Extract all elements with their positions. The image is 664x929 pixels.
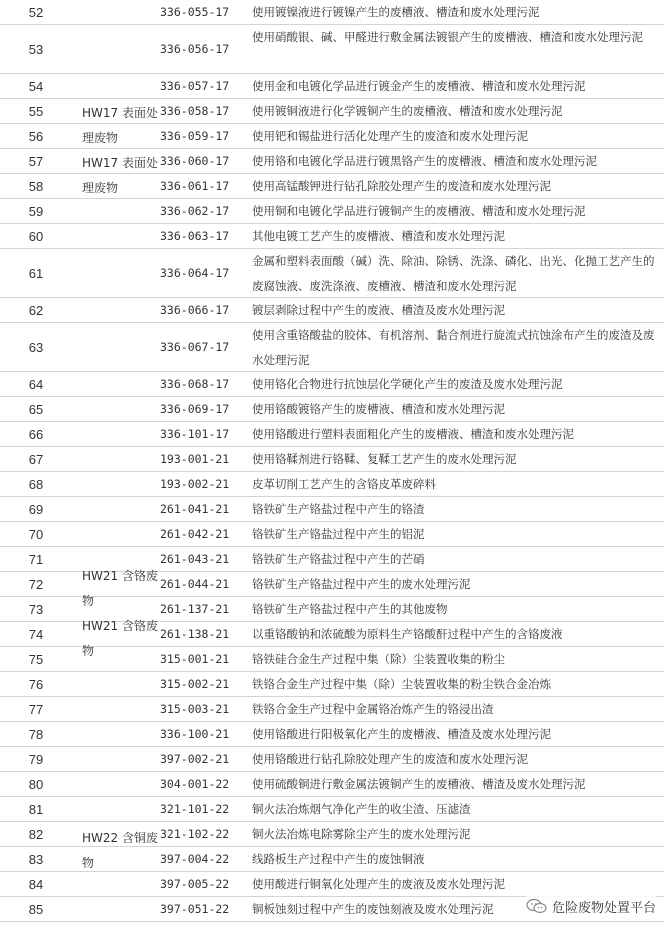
table-row xyxy=(0,397,664,422)
watermark xyxy=(526,895,656,917)
waste-code: 336-063-17 xyxy=(160,229,230,243)
waste-code: 336-064-17 xyxy=(160,266,230,280)
waste-code: 336-101-17 xyxy=(160,427,230,441)
table-row xyxy=(0,472,664,497)
waste-description: 使用金和电镀化学品进行镀金产生的废槽液、槽渣和废水处理污泥 xyxy=(252,79,586,93)
row-number: 52 xyxy=(28,5,44,20)
waste-description: 铬铁矿生产铬盐过程中产生的铝泥 xyxy=(252,527,425,541)
table-row xyxy=(0,323,664,372)
table-row xyxy=(0,497,664,522)
table-row xyxy=(0,522,664,547)
waste-code: 193-001-21 xyxy=(160,452,230,466)
row-number: 64 xyxy=(28,377,44,392)
waste-code: 336-061-17 xyxy=(160,179,230,193)
row-number: 53 xyxy=(28,42,44,57)
waste-code: 193-002-21 xyxy=(160,477,230,491)
table-row xyxy=(0,25,664,74)
waste-code: 397-051-22 xyxy=(160,902,230,916)
table-row xyxy=(0,298,664,323)
row-number: 65 xyxy=(28,402,44,417)
row-number: 69 xyxy=(28,502,44,517)
waste-code: 336-067-17 xyxy=(160,340,230,354)
row-number: 56 xyxy=(28,129,44,144)
row-number: 78 xyxy=(28,727,44,742)
table-row xyxy=(0,722,664,747)
waste-description: 铬铁矿生产铬盐过程中产生的芒硝 xyxy=(252,552,425,566)
row-number: 76 xyxy=(28,677,44,692)
row-number: 62 xyxy=(28,303,44,318)
waste-description: 皮革切削工艺产生的含铬皮革废碎料 xyxy=(252,477,436,491)
row-number: 68 xyxy=(28,477,44,492)
table-row xyxy=(0,447,664,472)
table-row xyxy=(0,74,664,99)
row-number: 59 xyxy=(28,204,44,219)
waste-code: 304-001-22 xyxy=(160,777,230,791)
waste-description: 使用铬鞣剂进行铬鞣、复鞣工艺产生的废水处理污泥 xyxy=(252,452,517,466)
row-number: 79 xyxy=(28,752,44,767)
row-number: 72 xyxy=(28,577,44,592)
waste-description: 铜板蚀刻过程中产生的废蚀刻液及废水处理污泥 xyxy=(252,902,494,916)
wechat-icon xyxy=(526,898,548,914)
waste-description: 铜火法冶炼电除雾除尘产生的废水处理污泥 xyxy=(252,827,471,841)
waste-description: 使用钯和锡盐进行活化处理产生的废渣和废水处理污泥 xyxy=(252,129,528,143)
row-number: 67 xyxy=(28,452,44,467)
waste-code: 321-101-22 xyxy=(160,802,230,816)
waste-description: 其他电镀工艺产生的废槽液、槽渣和废水处理污泥 xyxy=(252,229,505,243)
waste-code: 336-056-17 xyxy=(160,42,230,56)
row-number: 74 xyxy=(28,627,44,642)
waste-code: 336-068-17 xyxy=(160,377,230,391)
category-label: HW21 含铬废物 xyxy=(82,619,158,658)
row-number: 63 xyxy=(28,340,44,355)
waste-description: 使用铬化合物进行抗蚀层化学硬化产生的废渣及废水处理污泥 xyxy=(252,377,563,391)
waste-code: 261-042-21 xyxy=(160,527,230,541)
table-row xyxy=(0,672,664,697)
waste-description: 使用铬酸进行塑料表面粗化产生的废槽液、槽渣和废水处理污泥 xyxy=(252,427,574,441)
row-number: 84 xyxy=(28,877,44,892)
waste-code: 315-003-21 xyxy=(160,702,230,716)
row-number: 83 xyxy=(28,852,44,867)
row-number: 81 xyxy=(28,802,44,817)
table-row xyxy=(0,199,664,224)
table-row xyxy=(0,697,664,722)
waste-description: 铬铁矿生产铬盐过程中产生的铬渣 xyxy=(252,502,425,516)
waste-description: 使用硝酸银、碱、甲醛进行敷金属法镀银产生的废槽液、槽渣和废水处理污泥 xyxy=(252,30,643,44)
table-row xyxy=(0,797,664,822)
waste-code: 261-044-21 xyxy=(160,577,230,591)
waste-description: 使用铬酸镀铬产生的废槽液、槽渣和废水处理污泥 xyxy=(252,402,505,416)
waste-description: 铁铬合金生产过程中集（除）尘装置收集的粉尘铁合金冶炼 xyxy=(252,677,551,691)
table-row xyxy=(0,0,664,25)
waste-code: 397-002-21 xyxy=(160,752,230,766)
watermark-text: 危险废物处置平台 xyxy=(551,900,656,916)
waste-description: 以重铬酸钠和浓硫酸为原料生产铬酸酐过程中产生的含铬废液 xyxy=(252,627,563,641)
waste-description: 使用镀铜液进行化学镀铜产生的废槽液、槽渣和废水处理污泥 xyxy=(252,104,563,118)
waste-code: 321-102-22 xyxy=(160,827,230,841)
waste-code: 261-137-21 xyxy=(160,602,230,616)
waste-description: 使用酸进行铜氧化处理产生的废液及废水处理污泥 xyxy=(252,877,505,891)
table-row xyxy=(0,772,664,797)
waste-description: 镀层剥除过程中产生的废液、槽渣及废水处理污泥 xyxy=(252,303,505,317)
waste-description: 铬铁矿生产铬盐过程中产生的废水处理污泥 xyxy=(252,577,471,591)
waste-description: 使用含重铬酸盐的胶体、有机溶剂、黏合剂进行旋流式抗蚀涂布产生的废渣及废水处理污泥 xyxy=(252,328,655,367)
row-number: 54 xyxy=(28,79,44,94)
row-number: 58 xyxy=(28,179,44,194)
waste-description: 使用铬酸进行钻孔除胶处理产生的废渣和废水处理污泥 xyxy=(252,752,528,766)
waste-description: 使用铜和电镀化学品进行镀铜产生的废槽液、槽渣和废水处理污泥 xyxy=(252,204,586,218)
waste-code: 261-041-21 xyxy=(160,502,230,516)
row-number: 77 xyxy=(28,702,44,717)
waste-description: 使用铬和电镀化学品进行镀黑铬产生的废槽液、槽渣和废水处理污泥 xyxy=(252,154,597,168)
waste-description: 铬铁矿生产铬盐过程中产生的其他废物 xyxy=(252,602,448,616)
table-row xyxy=(0,224,664,249)
category-label: HW22 含铜废物 xyxy=(82,831,158,870)
waste-code: 315-002-21 xyxy=(160,677,230,691)
waste-description: 使用硫酸铜进行敷金属法镀铜产生的废槽液、槽渣及废水处理污泥 xyxy=(252,777,586,791)
row-number: 73 xyxy=(28,602,44,617)
waste-code: 336-069-17 xyxy=(160,402,230,416)
waste-code: 397-004-22 xyxy=(160,852,230,866)
row-number: 71 xyxy=(28,552,44,567)
waste-code: 336-062-17 xyxy=(160,204,230,218)
category-label: HW17 表面处理废物 xyxy=(82,156,158,195)
row-number: 60 xyxy=(28,229,44,244)
waste-description: 铁铬合金生产过程中金属铬冶炼产生的铬浸出渣 xyxy=(252,702,494,716)
row-number: 82 xyxy=(28,827,44,842)
row-number: 66 xyxy=(28,427,44,442)
table-row xyxy=(0,747,664,772)
row-number: 57 xyxy=(28,154,44,169)
category-label: HW21 含铬废物 xyxy=(82,569,158,608)
waste-description: 使用镀镍液进行镀镍产生的废槽液、槽渣和废水处理污泥 xyxy=(252,5,540,19)
waste-code: 336-058-17 xyxy=(160,104,230,118)
waste-description: 铬铁硅合金生产过程中集（除）尘装置收集的粉尘 xyxy=(252,652,505,666)
waste-code: 336-066-17 xyxy=(160,303,230,317)
waste-code: 336-055-17 xyxy=(160,5,230,19)
waste-description: 线路板生产过程中产生的废蚀铜液 xyxy=(252,852,425,866)
waste-code: 336-100-21 xyxy=(160,727,230,741)
table-row xyxy=(0,422,664,447)
waste-description: 铜火法冶炼烟气净化产生的收尘渣、压滤渣 xyxy=(252,802,471,816)
waste-description: 使用高锰酸钾进行钻孔除胶处理产生的废渣和废水处理污泥 xyxy=(252,179,551,193)
waste-code: 261-043-21 xyxy=(160,552,230,566)
row-number: 70 xyxy=(28,527,44,542)
waste-code: 336-060-17 xyxy=(160,154,230,168)
row-number: 85 xyxy=(28,902,44,917)
waste-code: 315-001-21 xyxy=(160,652,230,666)
waste-description: 使用铬酸进行阳极氧化产生的废槽液、槽渣及废水处理污泥 xyxy=(252,727,551,741)
row-number: 61 xyxy=(28,266,44,281)
row-number: 80 xyxy=(28,777,44,792)
waste-code: 261-138-21 xyxy=(160,627,230,641)
table-row xyxy=(0,372,664,397)
waste-code: 336-059-17 xyxy=(160,129,230,143)
waste-code: 397-005-22 xyxy=(160,877,230,891)
waste-code: 336-057-17 xyxy=(160,79,230,93)
waste-description: 金属和塑料表面酸（碱）洗、除油、除锈、洗涤、磷化、出光、化抛工艺产生的废腐蚀液、废洗涤液、废槽液、槽渣和废水处理污泥 xyxy=(252,254,655,293)
category-label: HW17 表面处理废物 xyxy=(82,106,158,145)
table-row xyxy=(0,249,664,298)
row-number: 75 xyxy=(28,652,44,667)
row-number: 55 xyxy=(28,104,44,119)
